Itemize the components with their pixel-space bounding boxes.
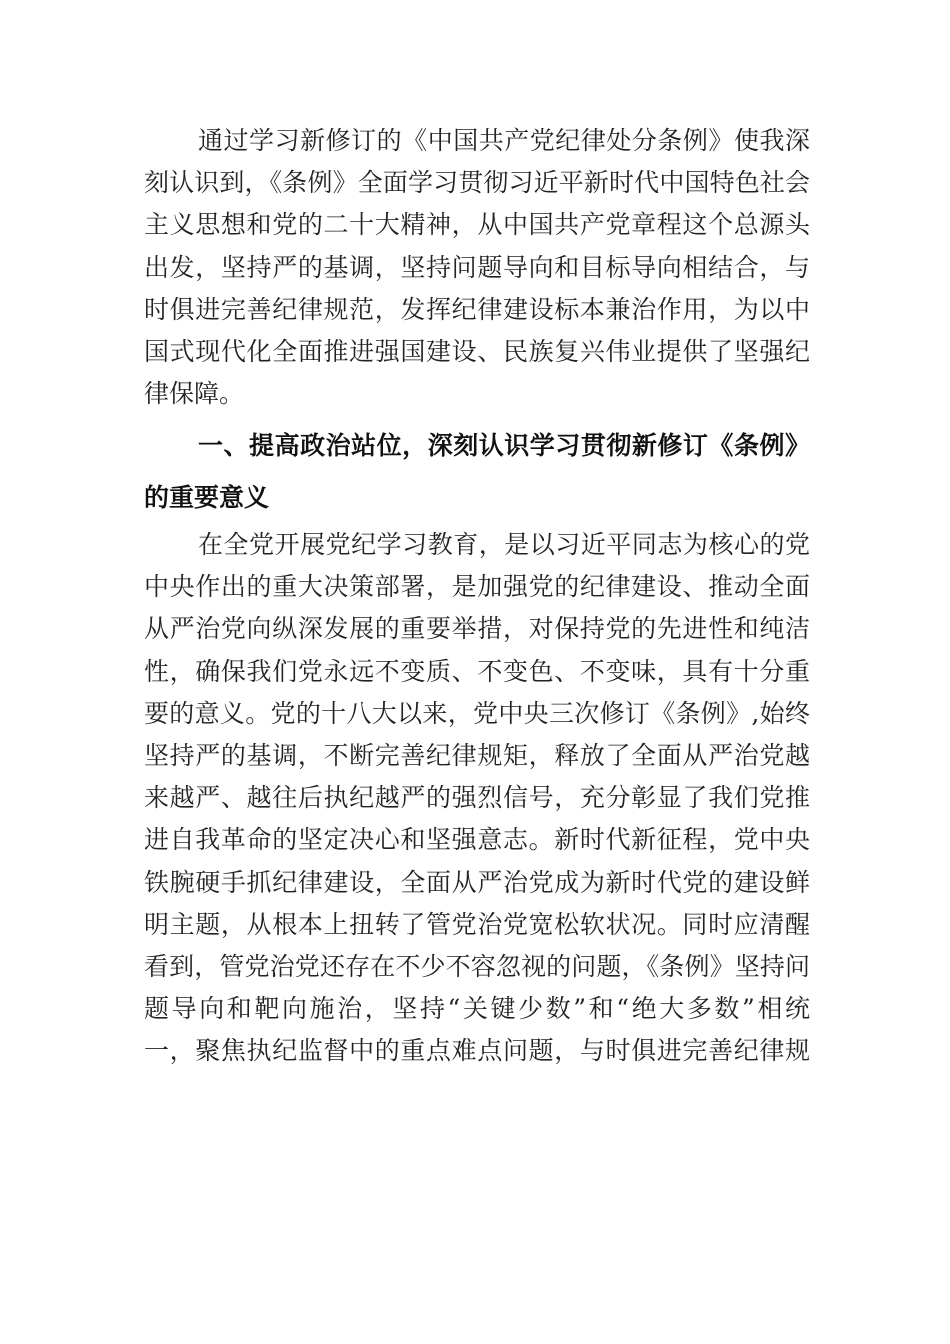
paragraph-line: 一，聚焦执纪监督中的重点难点问题，与时俱进完善纪律规 [144,1036,810,1066]
paragraph-line: 中央作出的重大决策部署，是加强党的纪律建设、推动全面 [144,572,810,602]
paragraph-line: 铁腕硬手抓纪律建设，全面从严治党成为新时代党的建设鲜 [144,867,810,897]
paragraph-line: 出发，坚持严的基调，坚持问题导向和目标导向相结合，与 [144,252,810,282]
paragraph-line: 律保障。 [144,379,245,409]
body-paragraph [144,524,810,1072]
paragraph-line: 坚持严的基调，不断完善纪律规矩，释放了全面从严治党越 [144,740,810,770]
paragraph-line: 明主题，从根本上扭转了管党治党宽松软状况。同时应清醒 [144,909,810,939]
paragraph-line: 性，确保我们党永远不变质、不变色、不变味，具有十分重 [144,656,810,686]
paragraph-line: 看到，管党治党还存在不少不容忽视的问题，《条例》坚持问 [144,951,810,981]
paragraph-line: 题导向和靶向施治，坚持“关键少数”和“绝大多数”相统 [144,994,810,1024]
paragraph-line: 在全党开展党纪学习教育，是以习近平同志为核心的党 [198,530,810,559]
section-heading [144,420,810,524]
paragraph-line: 主义思想和党的二十大精神，从中国共产党章程这个总源头 [144,210,810,240]
paragraph-line: 时俱进完善纪律规范，发挥纪律建设标本兼治作用，为以中 [144,294,810,324]
heading-line: 的重要意义 [144,483,270,512]
paragraph-line: 国式现代化全面推进强国建设、民族复兴伟业提供了坚强纪 [144,336,810,366]
paragraph-line: 要的意义。党的十八大以来，党中央三次修订《条例》,始终 [144,698,810,728]
paragraph-line: 来越严、越往后执纪越严的强烈信号，充分彰显了我们党推 [144,783,810,813]
paragraph-line: 从严治党向纵深发展的重要举措，对保持党的先进性和纯洁 [144,614,810,644]
paragraph-line: 通过学习新修订的《中国共产党纪律处分条例》使我深 [198,126,810,155]
paragraph-line: 进自我革命的坚定决心和坚强意志。新时代新征程，党中央 [144,825,810,855]
paragraph-line: 刻认识到，《条例》全面学习贯彻习近平新时代中国特色社会 [144,168,810,198]
heading-line: 一、提高政治站位，深刻认识学习贯彻新修订《条例》 [198,431,810,460]
intro-paragraph [144,120,810,415]
